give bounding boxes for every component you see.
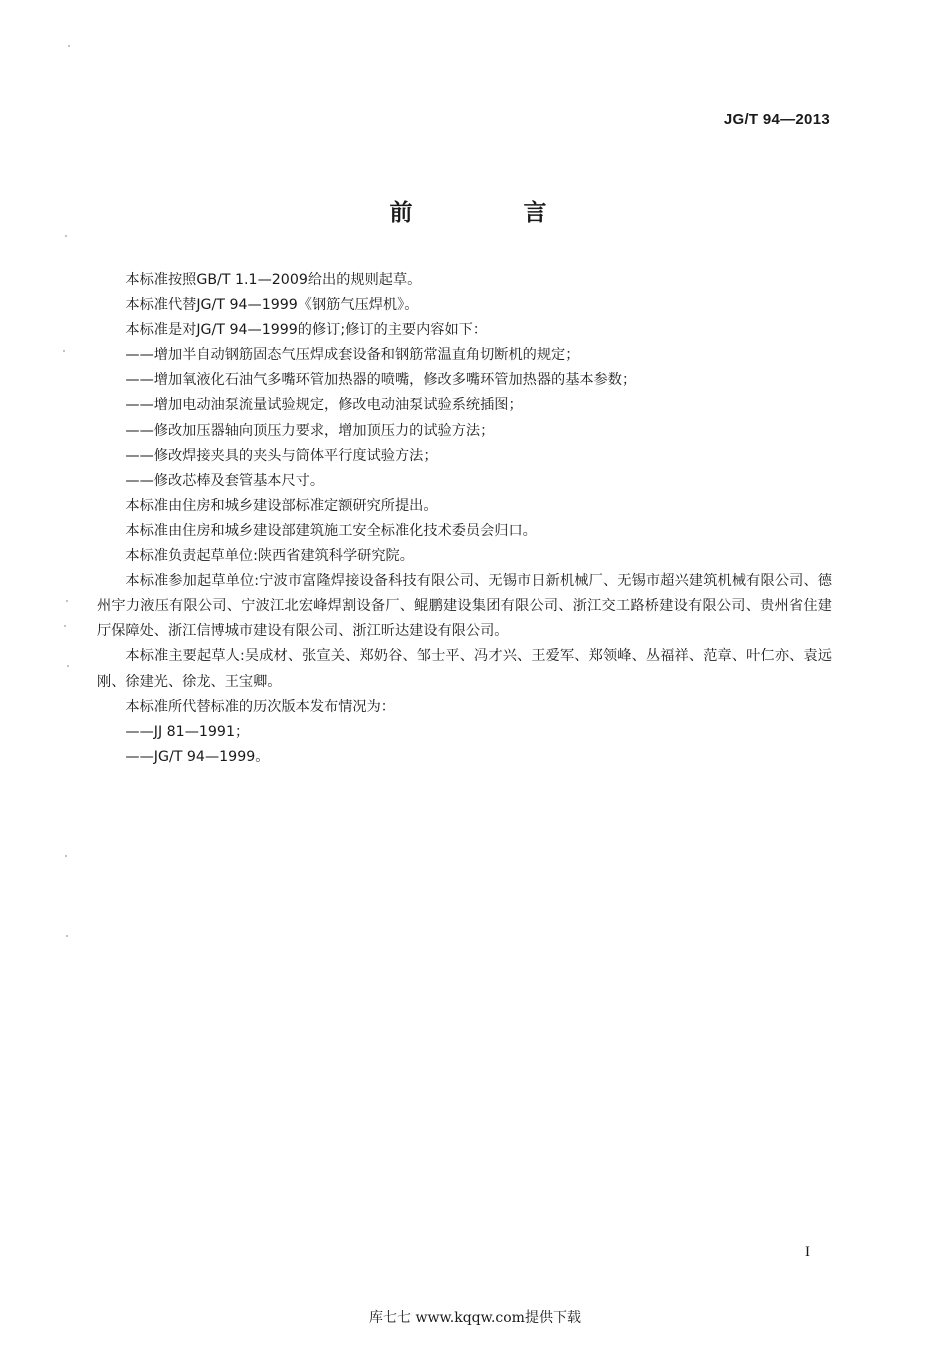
list-item: ——JJ 81—1991； bbox=[125, 723, 250, 740]
paragraph: 本标准按照GB/T 1.1—2009给出的规则起草。 bbox=[125, 272, 422, 288]
list-item: ——修改焊接夹具的夹头与筒体平行度试验方法； bbox=[125, 447, 438, 464]
paragraph: 本标准负责起草单位:陕西省建筑科学研究院。 bbox=[125, 548, 414, 565]
scan-speck bbox=[66, 935, 68, 937]
paragraph: 本标准由住房和城乡建设部建筑施工安全标准化技术委员会归口。 bbox=[125, 522, 537, 539]
standard-code: JG/T 94—2013 bbox=[723, 111, 830, 128]
download-footer: 库七七 www.kqqw.com提供下载 bbox=[369, 1310, 581, 1326]
paragraph: 本标准由住房和城乡建设部标准定额研究所提出。 bbox=[125, 497, 438, 514]
scan-speck bbox=[65, 235, 67, 237]
list-item: ——修改芯棒及套管基本尺寸。 bbox=[125, 472, 325, 489]
paragraph: 本标准所代替标准的历次版本发布情况为： bbox=[125, 698, 395, 715]
paragraph: 本标准是对JG/T 94—1999的修订;修订的主要内容如下： bbox=[125, 322, 488, 339]
list-item: ——增加半自动钢筋固态气压焊成套设备和钢筋常温直角切断机的规定； bbox=[125, 347, 580, 364]
document-body bbox=[97, 268, 832, 770]
paragraph: 本标准主要起草人:吴成材、张宣关、郑奶谷、邹士平、冯才兴、王爱军、郑领峰、丛福祥、范章、叶仁亦、袁远刚、徐建光、徐龙、王宝卿。 bbox=[97, 648, 832, 690]
scan-speck bbox=[65, 855, 67, 857]
scan-speck bbox=[63, 350, 65, 352]
scan-speck bbox=[66, 600, 68, 602]
list-item: ——修改加压器轴向顶压力要求，增加顶压力的试验方法； bbox=[125, 422, 495, 439]
paragraph: 本标准参加起草单位:宁波市富隆焊接设备科技有限公司、无锡市日新机械厂、无锡市超兴建筑机械有限公司、德州宇力液压有限公司、宁波江北宏峰焊割设备厂、鲲鹏建设集团有限公司、浙江交工路桥建设有限公司、贵州省住建厅保障处、浙江信博城市建设有限公司、浙江昕达建设有限公司。 bbox=[97, 573, 832, 640]
scan-speck bbox=[67, 665, 69, 667]
scan-speck bbox=[68, 45, 70, 47]
list-item: ——增加电动油泵流量试验规定，修改电动油泵试验系统插图； bbox=[125, 397, 523, 414]
page-number: I bbox=[805, 1244, 810, 1260]
scan-speck bbox=[64, 625, 66, 627]
paragraph: 本标准代替JG/T 94—1999《钢筋气压焊机》。 bbox=[125, 297, 419, 314]
page-title: 前 言 bbox=[389, 200, 591, 226]
list-item: ——JG/T 94—1999。 bbox=[125, 748, 270, 765]
list-item: ——增加氧液化石油气多嘴环管加热器的喷嘴，修改多嘴环管加热器的基本参数； bbox=[125, 372, 637, 389]
